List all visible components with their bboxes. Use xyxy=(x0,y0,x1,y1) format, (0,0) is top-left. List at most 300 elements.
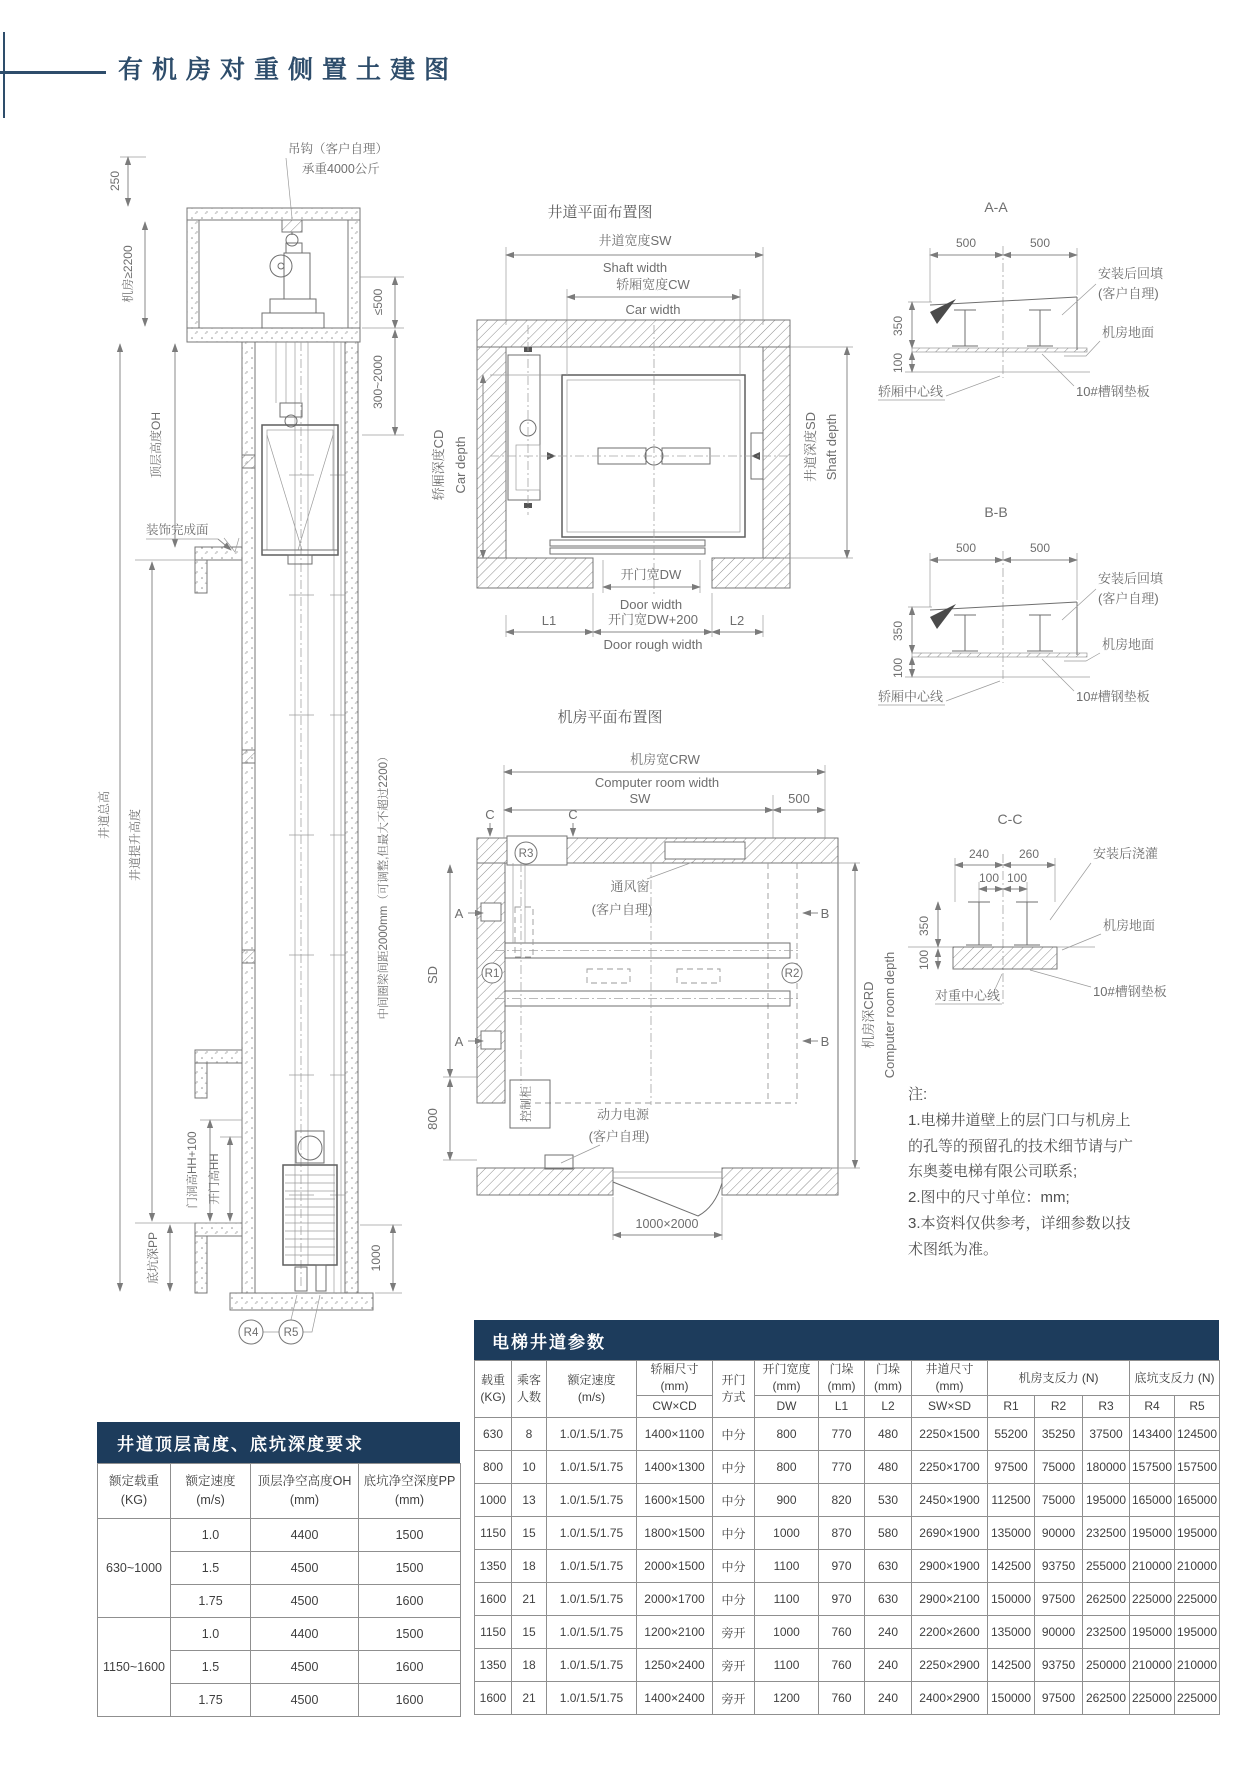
car-at-bottom xyxy=(283,1131,337,1291)
machine-room-plan-drawing xyxy=(395,625,905,1255)
table-cell: 1400×1100 xyxy=(637,1418,713,1451)
machine-room-plan-title: 机房平面布置图 xyxy=(557,709,663,726)
table-cell: 2400×2900 xyxy=(912,1682,988,1715)
guide-rails-and-ropes xyxy=(276,342,345,1293)
cc-dim-100-low: 100 xyxy=(917,949,931,971)
aa-dim-500-right: 500 xyxy=(1029,236,1051,250)
table-cell: 1.0/1.5/1.75 xyxy=(547,1550,637,1583)
machine-beams xyxy=(495,863,800,1105)
table-cell: 75000 xyxy=(1035,1451,1083,1484)
shaft-width-cn: 井道宽度SW xyxy=(598,233,672,248)
shaft-parameters-table-title: 电梯井道参数 xyxy=(474,1320,1219,1360)
section-a-marker-2: A xyxy=(454,1034,464,1049)
table-cell: 15 xyxy=(512,1616,547,1649)
table-cell: 1.0/1.5/1.75 xyxy=(547,1451,637,1484)
shaft-parameters-table-grid xyxy=(474,1360,1220,1715)
vent-window-callout xyxy=(592,862,693,917)
requirements-table-title: 井道顶层高度、底坑深度要求 xyxy=(97,1422,460,1463)
section-bb xyxy=(878,504,1164,705)
table-cell: 240 xyxy=(865,1616,912,1649)
shaft-depth-en: Shaft depth xyxy=(824,413,839,481)
table-cell: 232500 xyxy=(1083,1517,1130,1550)
table-cell: 1600×1500 xyxy=(637,1484,713,1517)
table-cell: 970 xyxy=(819,1583,865,1616)
car-depth-en: Car depth xyxy=(453,436,468,494)
table-cell: 18 xyxy=(512,1649,547,1682)
table-cell: 1600 xyxy=(475,1682,512,1715)
table-row xyxy=(475,1682,1220,1715)
aa-car-center-label: 轿厢中心线 xyxy=(878,384,944,399)
cc-dim-260: 260 xyxy=(1018,847,1040,861)
section-b-marker-2: B xyxy=(820,1034,830,1049)
table-cell: 580 xyxy=(865,1517,912,1550)
table-cell: 165000 xyxy=(1175,1484,1220,1517)
table-cell: 800 xyxy=(475,1451,512,1484)
shaft-parameters-table xyxy=(474,1320,1219,1715)
dim-l2: L2 xyxy=(729,613,745,628)
table-cell: 1.0/1.5/1.75 xyxy=(547,1517,637,1550)
requirements-table xyxy=(97,1422,460,1717)
shaft-depth-cn: 井道深度SD xyxy=(803,411,818,483)
section-bb-title: B-B xyxy=(984,504,1008,520)
table-cell: 2250×1700 xyxy=(912,1451,988,1484)
column-subheader: R5 xyxy=(1175,1396,1220,1418)
table-cell: 195000 xyxy=(1083,1484,1130,1517)
table-cell: 93750 xyxy=(1035,1550,1083,1583)
table-cell: 195000 xyxy=(1175,1616,1220,1649)
table-cell: 1200×2100 xyxy=(637,1616,713,1649)
table-cell: 1.0/1.5/1.75 xyxy=(547,1583,637,1616)
table-cell: 1.0/1.5/1.75 xyxy=(547,1682,637,1715)
table-cell: 93750 xyxy=(1035,1649,1083,1682)
door-size-label: 1000×2000 xyxy=(635,1217,699,1231)
table-cell: 2200×2600 xyxy=(912,1616,988,1649)
car-at-top xyxy=(262,403,338,564)
column-subheader: R2 xyxy=(1035,1396,1083,1418)
shaft-plan-title: 井道平面布置图 xyxy=(547,204,653,221)
machine-room-walls xyxy=(477,836,838,1195)
table-cell: 1.75 xyxy=(171,1585,251,1618)
power-label-2: (客户自理) xyxy=(588,1129,650,1144)
table-cell: 225000 xyxy=(1175,1682,1220,1715)
door-rough-en: Door rough width xyxy=(603,637,703,652)
table-cell: 13 xyxy=(512,1484,547,1517)
table-row xyxy=(475,1616,1220,1649)
aa-dim-100: 100 xyxy=(891,352,905,374)
bb-dim-100: 100 xyxy=(891,657,905,679)
crd-en: Computer room depth xyxy=(882,951,897,1079)
shaft-plan-drawing xyxy=(395,175,860,655)
ring-beam-note: 中间圈梁间距2000mm（可调整,但最大不超过2200） xyxy=(378,750,390,1020)
table-cell: 2690×1900 xyxy=(912,1517,988,1550)
cc-dim-100-right: 100 xyxy=(1006,871,1028,885)
dim-300-2000: 300~2000 xyxy=(371,355,385,409)
table-cell: 4500 xyxy=(251,1552,359,1585)
table-row xyxy=(475,1451,1220,1484)
cc-cwt-center-label: 对重中心线 xyxy=(935,988,1001,1003)
column-subheader: L1 xyxy=(819,1396,865,1418)
note-line: 3.本资料仅供参考，详细参数以技 xyxy=(908,1214,1131,1232)
table-cell: 760 xyxy=(819,1682,865,1715)
table-cell: 225000 xyxy=(1130,1583,1175,1616)
table-cell: 1400×2400 xyxy=(637,1682,713,1715)
bb-backfill-1: 安装后回填 xyxy=(1098,571,1164,586)
table-cell: 480 xyxy=(865,1418,912,1451)
table-cell: 530 xyxy=(865,1484,912,1517)
shaft-elevation-drawing xyxy=(90,125,425,1370)
table-cell: 1000 xyxy=(755,1616,819,1649)
dim-l1: L1 xyxy=(541,613,557,628)
table-cell: 820 xyxy=(819,1484,865,1517)
table-cell: 210000 xyxy=(1175,1550,1220,1583)
counterweight-plan xyxy=(508,347,540,508)
dim-shaft-total-height: 井道总高 xyxy=(97,790,111,840)
car-depth-cn: 轿厢深度CD xyxy=(431,429,446,501)
aa-backfill-2: (客户自理) xyxy=(1098,286,1159,301)
table-cell: 1600 xyxy=(475,1583,512,1616)
bb-floor-label: 机房地面 xyxy=(1102,637,1155,652)
dim-250: 250 xyxy=(108,170,122,192)
table-cell: 21 xyxy=(512,1583,547,1616)
dim-door-open-height: 开门高HH xyxy=(209,1153,221,1205)
table-cell: 240 xyxy=(865,1649,912,1682)
column-header: 额定载重 (KG) xyxy=(98,1464,171,1519)
door-width-cn: 开门宽DW xyxy=(620,567,682,582)
table-cell: 2450×1900 xyxy=(912,1484,988,1517)
table-cell: 中分 xyxy=(713,1451,755,1484)
machine-room-structure xyxy=(187,208,360,342)
table-cell: 1600 xyxy=(359,1651,461,1684)
r4-marker: R4 xyxy=(243,1327,259,1339)
section-aa xyxy=(878,199,1164,400)
table-cell: 2250×1500 xyxy=(912,1418,988,1451)
table-cell: 97500 xyxy=(988,1451,1035,1484)
control-cabinet xyxy=(510,1080,550,1128)
table-cell: 210000 xyxy=(1130,1550,1175,1583)
table-cell: 195000 xyxy=(1130,1616,1175,1649)
table-cell: 15 xyxy=(512,1517,547,1550)
load-range-cell: 1150~1600 xyxy=(98,1618,171,1717)
dim-top-floor-height: 顶层高度OH xyxy=(149,411,163,479)
table-cell: 1600 xyxy=(359,1585,461,1618)
table-cell: 195000 xyxy=(1130,1517,1175,1550)
table-cell: 8 xyxy=(512,1418,547,1451)
r1-marker: R1 xyxy=(484,968,500,980)
vent-label-1: 通风窗 xyxy=(610,879,650,894)
table-cell: 2900×1900 xyxy=(912,1550,988,1583)
table-cell: 1150 xyxy=(475,1616,512,1649)
bb-dim-500-right: 500 xyxy=(1029,541,1051,555)
car-plan xyxy=(550,375,745,554)
table-cell: 870 xyxy=(819,1517,865,1550)
car-width-en: Car width xyxy=(625,302,681,317)
table-cell: 75000 xyxy=(1035,1484,1083,1517)
dim-pit-depth: 底坑深PP xyxy=(146,1231,160,1285)
note-line: 2.图中的尺寸单位：mm; xyxy=(908,1189,1070,1207)
column-header: 底坑净空深度PP (mm) xyxy=(359,1464,461,1519)
column-header: 底坑支反力 (N) xyxy=(1130,1361,1220,1396)
table-cell: 225000 xyxy=(1130,1682,1175,1715)
cc-plate-label: 10#槽钢垫板 xyxy=(1093,984,1167,999)
table-cell: 195000 xyxy=(1175,1517,1220,1550)
table-cell: 225000 xyxy=(1175,1583,1220,1616)
table-cell: 135000 xyxy=(988,1517,1035,1550)
table-cell: 1.5 xyxy=(171,1651,251,1684)
table-cell: 2900×2100 xyxy=(912,1583,988,1616)
table-cell: 1250×2400 xyxy=(637,1649,713,1682)
table-row xyxy=(98,1618,461,1651)
dim-door-hole-height: 门洞高HH+100 xyxy=(187,1131,199,1209)
table-cell: 770 xyxy=(819,1418,865,1451)
machine-room-door xyxy=(613,1172,722,1240)
table-cell: 1350 xyxy=(475,1649,512,1682)
aa-backfill-1: 安装后回填 xyxy=(1098,266,1164,281)
dim-500-label: 500 xyxy=(788,791,810,806)
section-a-marker: A xyxy=(454,906,464,921)
table-row xyxy=(475,1517,1220,1550)
column-subheader: R1 xyxy=(988,1396,1035,1418)
table-cell: 210000 xyxy=(1175,1649,1220,1682)
bb-backfill-2: (客户自理) xyxy=(1098,591,1159,606)
table-cell: 1100 xyxy=(755,1550,819,1583)
table-cell: 中分 xyxy=(713,1583,755,1616)
table-cell: 240 xyxy=(865,1682,912,1715)
column-subheader: SW×SD xyxy=(912,1396,988,1418)
table-cell: 760 xyxy=(819,1649,865,1682)
table-cell: 180000 xyxy=(1083,1451,1130,1484)
door-width-en: Door width xyxy=(619,597,683,612)
table-cell: 150000 xyxy=(988,1583,1035,1616)
table-cell: 1100 xyxy=(755,1583,819,1616)
note-line: 注: xyxy=(908,1086,928,1103)
table-cell: 1500 xyxy=(359,1552,461,1585)
table-cell: 37500 xyxy=(1083,1418,1130,1451)
table-cell: 124500 xyxy=(1175,1418,1220,1451)
table-cell: 157500 xyxy=(1130,1451,1175,1484)
shaft-width-en: Shaft width xyxy=(602,260,668,275)
door-rough-cn: 开门宽DW+200 xyxy=(608,612,698,627)
column-header: 顶层净空高度OH (mm) xyxy=(251,1464,359,1519)
r5-marker: R5 xyxy=(283,1327,299,1339)
table-cell: 1.5 xyxy=(171,1552,251,1585)
column-header: 轿厢尺寸 (mm) xyxy=(637,1361,713,1396)
table-cell: 旁开 xyxy=(713,1616,755,1649)
table-cell: 157500 xyxy=(1175,1451,1220,1484)
table-cell: 1000 xyxy=(475,1484,512,1517)
table-cell: 142500 xyxy=(988,1550,1035,1583)
column-header: 载重 (KG) xyxy=(475,1361,512,1418)
column-header: 额定速度 (m/s) xyxy=(171,1464,251,1519)
crw-cn: 机房宽CRW xyxy=(630,752,700,767)
table-cell: 1000 xyxy=(755,1517,819,1550)
cc-floor-label: 机房地面 xyxy=(1103,918,1156,933)
column-header: 机房支反力 (N) xyxy=(988,1361,1130,1396)
section-cc-title: C-C xyxy=(997,811,1023,827)
section-c-marker-2: C xyxy=(568,807,578,822)
column-subheader: CW×CD xyxy=(637,1396,713,1418)
table-row xyxy=(475,1484,1220,1517)
table-cell: 1200 xyxy=(755,1682,819,1715)
note-line: 1.电梯井道壁上的层门口与机房上 xyxy=(908,1111,1131,1129)
note-line: 的孔等的预留孔的技术细节请与广 xyxy=(908,1137,1134,1155)
hook-label-line2: 承重4000公斤 xyxy=(302,162,380,176)
power-label-1: 动力电源 xyxy=(596,1107,650,1122)
table-cell: 10 xyxy=(512,1451,547,1484)
dim-le-500: ≤500 xyxy=(371,288,385,316)
table-cell: 900 xyxy=(755,1484,819,1517)
cc-pour-label: 安装后浇灌 xyxy=(1093,846,1159,861)
car-width-cn: 轿厢宽度CW xyxy=(616,277,690,292)
column-subheader: R3 xyxy=(1083,1396,1130,1418)
table-cell: 210000 xyxy=(1130,1649,1175,1682)
table-cell: 142500 xyxy=(988,1649,1035,1682)
table-cell: 970 xyxy=(819,1550,865,1583)
table-cell: 800 xyxy=(755,1418,819,1451)
table-cell: 165000 xyxy=(1130,1484,1175,1517)
dim-1000: 1000 xyxy=(369,1244,383,1272)
cc-dim-100-left: 100 xyxy=(978,871,1000,885)
column-header: 门垛 (mm) xyxy=(865,1361,912,1396)
table-cell: 1150 xyxy=(475,1517,512,1550)
table-cell: 4400 xyxy=(251,1618,359,1651)
table-cell: 150000 xyxy=(988,1682,1035,1715)
table-cell: 4500 xyxy=(251,1684,359,1717)
table-row xyxy=(475,1550,1220,1583)
table-cell: 800 xyxy=(755,1451,819,1484)
bb-plate-label: 10#槽钢垫板 xyxy=(1076,689,1150,704)
column-header: 开门宽度 (mm) xyxy=(755,1361,819,1396)
table-cell: 旁开 xyxy=(713,1649,755,1682)
table-cell: 中分 xyxy=(713,1418,755,1451)
table-cell: 97500 xyxy=(1035,1583,1083,1616)
table-cell: 18 xyxy=(512,1550,547,1583)
crw-en: Computer room width xyxy=(594,775,720,790)
aa-dim-350: 350 xyxy=(891,315,905,337)
table-cell: 4500 xyxy=(251,1651,359,1684)
table-cell: 1.0/1.5/1.75 xyxy=(547,1616,637,1649)
table-cell: 250000 xyxy=(1083,1649,1130,1682)
aa-floor-label: 机房地面 xyxy=(1102,325,1155,340)
vent-label-2: (客户自理) xyxy=(591,902,653,917)
sd-label: SD xyxy=(425,965,440,985)
bb-car-center-label: 轿厢中心线 xyxy=(878,689,944,704)
column-header: 井道尺寸 (mm) xyxy=(912,1361,988,1396)
table-cell: 中分 xyxy=(713,1550,755,1583)
table-cell: 中分 xyxy=(713,1517,755,1550)
table-cell: 4400 xyxy=(251,1519,359,1552)
table-cell: 630 xyxy=(475,1418,512,1451)
table-cell: 55200 xyxy=(988,1418,1035,1451)
bb-dim-350: 350 xyxy=(891,620,905,642)
table-cell: 35250 xyxy=(1035,1418,1083,1451)
table-cell: 262500 xyxy=(1083,1583,1130,1616)
table-cell: 中分 xyxy=(713,1484,755,1517)
table-row xyxy=(475,1649,1220,1682)
table-cell: 135000 xyxy=(988,1616,1035,1649)
table-cell: 1.75 xyxy=(171,1684,251,1717)
table-cell: 旁开 xyxy=(713,1682,755,1715)
power-supply-callout xyxy=(545,1107,650,1169)
table-cell: 480 xyxy=(865,1451,912,1484)
table-cell: 1600 xyxy=(359,1684,461,1717)
table-cell: 112500 xyxy=(988,1484,1035,1517)
r2-marker: R2 xyxy=(784,968,800,980)
aa-dim-500-left: 500 xyxy=(955,236,977,250)
table-cell: 232500 xyxy=(1083,1616,1130,1649)
table-cell: 760 xyxy=(819,1616,865,1649)
table-cell: 90000 xyxy=(1035,1616,1083,1649)
note-line: 东奥菱电梯有限公司联系; xyxy=(908,1163,1078,1181)
control-cabinet-label: 控制柜 xyxy=(519,1085,533,1123)
hook-label-line1: 吊钩（客户自理） xyxy=(288,142,389,156)
table-cell: 1.0 xyxy=(171,1618,251,1651)
column-header: 门垛 (mm) xyxy=(819,1361,865,1396)
table-cell: 262500 xyxy=(1083,1682,1130,1715)
table-row xyxy=(98,1519,461,1552)
table-cell: 630 xyxy=(865,1583,912,1616)
page-edge-accent xyxy=(3,32,5,118)
notes-block xyxy=(908,1082,1253,1263)
table-cell: 4500 xyxy=(251,1585,359,1618)
table-cell: 255000 xyxy=(1083,1550,1130,1583)
table-cell: 2000×1700 xyxy=(637,1583,713,1616)
table-cell: 1350 xyxy=(475,1550,512,1583)
table-cell: 90000 xyxy=(1035,1517,1083,1550)
section-cc xyxy=(908,811,1167,1005)
table-cell: 770 xyxy=(819,1451,865,1484)
table-cell: 97500 xyxy=(1035,1682,1083,1715)
note-line: 术图纸为准。 xyxy=(908,1240,999,1258)
requirements-table-grid xyxy=(97,1463,461,1717)
table-row xyxy=(475,1418,1220,1451)
column-subheader: DW xyxy=(755,1396,819,1418)
page-title: 有机房对重侧置土建图 xyxy=(118,56,459,84)
table-cell: 1500 xyxy=(359,1618,461,1651)
table-cell: 21 xyxy=(512,1682,547,1715)
section-aa-title: A-A xyxy=(984,199,1008,215)
column-subheader: L2 xyxy=(865,1396,912,1418)
table-cell: 630 xyxy=(865,1550,912,1583)
table-cell: 2250×2900 xyxy=(912,1649,988,1682)
dim-machine-room-height: 机房≥2200 xyxy=(121,245,135,303)
table-row xyxy=(475,1583,1220,1616)
section-c-marker: C xyxy=(485,807,495,822)
table-cell: 1400×1300 xyxy=(637,1451,713,1484)
traction-machine xyxy=(262,243,324,328)
title-rule xyxy=(0,71,106,74)
table-cell: 1.0/1.5/1.75 xyxy=(547,1484,637,1517)
cc-dim-350: 350 xyxy=(917,915,931,937)
crd-cn: 机房深CRD xyxy=(861,981,876,1049)
table-cell: 143400 xyxy=(1130,1418,1175,1451)
table-cell: 1.0/1.5/1.75 xyxy=(547,1418,637,1451)
section-b-marker: B xyxy=(820,906,830,921)
table-cell: 1.0/1.5/1.75 xyxy=(547,1649,637,1682)
finish-surface-label: 装饰完成面 xyxy=(146,523,209,537)
r3-marker: R3 xyxy=(518,848,534,860)
dim-800-label: 800 xyxy=(425,1108,440,1130)
column-header: 乘客 人数 xyxy=(512,1361,547,1418)
column-header: 额定速度 (m/s) xyxy=(547,1361,637,1418)
table-cell: 1.0 xyxy=(171,1519,251,1552)
table-cell: 1500 xyxy=(359,1519,461,1552)
sw-label: SW xyxy=(629,791,651,806)
table-cell: 1800×1500 xyxy=(637,1517,713,1550)
table-cell: 1100 xyxy=(755,1649,819,1682)
load-range-cell: 630~1000 xyxy=(98,1519,171,1618)
column-header: 开门 方式 xyxy=(713,1361,755,1418)
dim-travel-height: 井道提升高度 xyxy=(128,808,142,882)
